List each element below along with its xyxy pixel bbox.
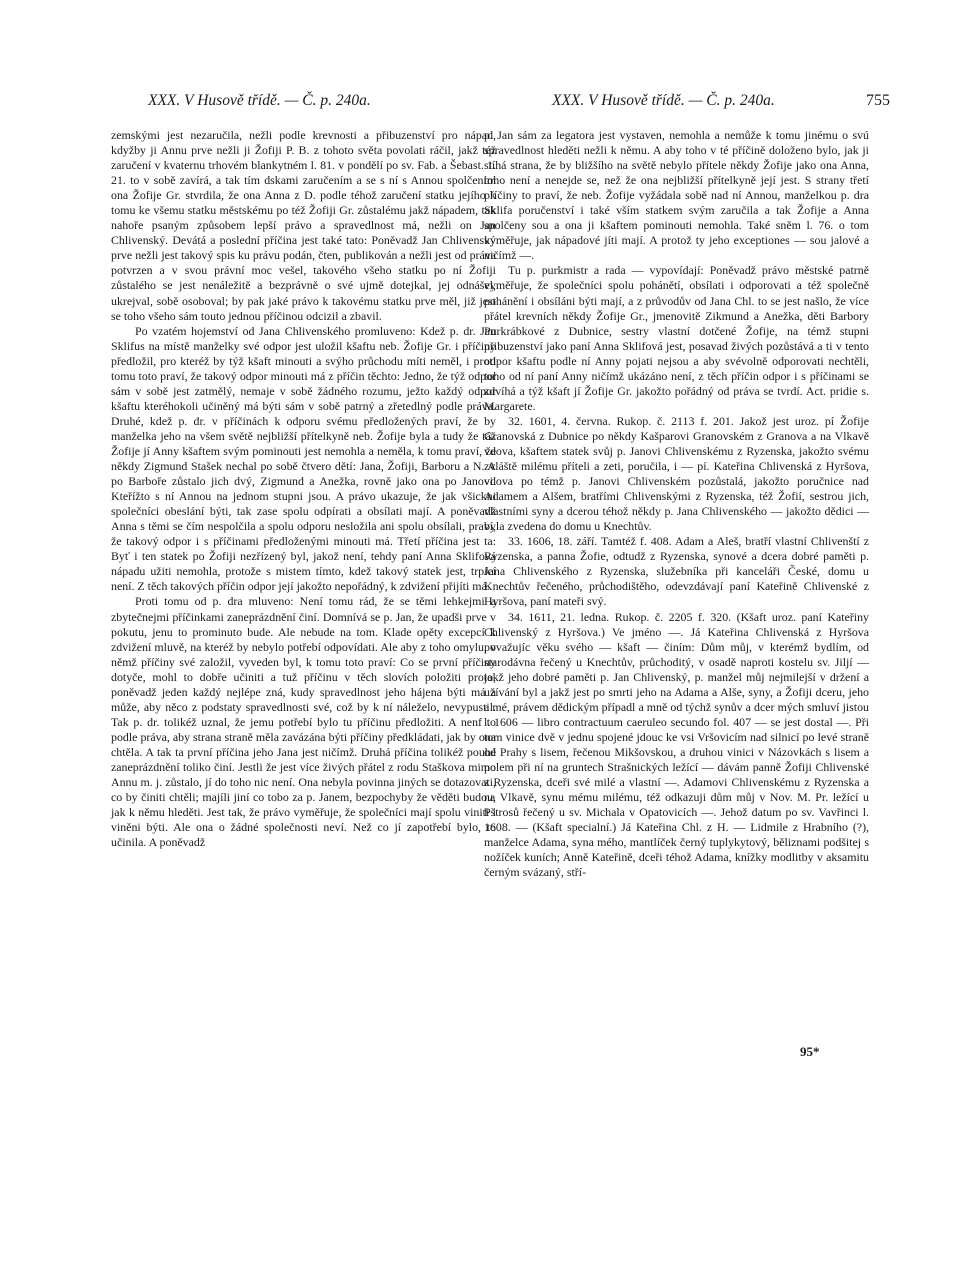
signature-mark: 95* bbox=[800, 1044, 820, 1059]
paragraph: 32. 1601, 4. června. Rukop. č. 2113 f. 201. Jakož jest uroz. pí Žofije Granovská z Dubnice po někdy Kašparovi Granovském z Granova a na Vlkavě vdova, kšaftem statek svůj p. Janovi Chlivenskému z Ryzenska, jakožto svému zvláště milému příteli a zeti, poručila, i — pí. Kateřina Chlivenská z Hyršova, vdova po témž p. Janovi Chlivenském pozůstalá, jakožto poručnice nad Adamem a Alšem, bratřími Chlivenskými z Ryzenska, též Žofií, sestrou jich, vlastními syny a dcerou téhož někdy p. Jana Chlivenského — jakožto dědici — byla zvedena do domu u Knechtův. bbox=[484, 413, 869, 534]
paragraph: Po vzatém hojemství od Jana Chlivenského promluveno: Kdež p. dr. Jan Sklifus na místě manželky své odpor jest uložil kšaftu neb. Žofije Gr. i příčiny předložil, pro kteréž by týž kšaft minouti a svýho průchodu míti neměl, i proti tomu toto praví, že takový odpor minouti má z příčin těchto: Jedno, že týž odpor sám v sobě jest zatmělý, nemaje v sobě žádného rozumu, ježto každý odpor kšaftu kteréhokoli učiněný má býti sám v sobě patrný a zřetedlný podle práva. Druhé, kdež p. dr. v příčinách k odporu svému předložených praví, že by manželka jeho na všem světě nejbližší přítelkyně neb. Žofije byla a tudy že táž Žofije jí Anny kšaftem svým pominouti jest nemohla a neměla, k tomu praví, že někdy Zigmund Stašek nechal po sobě čtvero dětí: Jana, Žofiji, Barboru a N. A po Barboře zůstalo jich dvý, Zigmund a Anežka, rovně jako ona po Janovi. Kteřížto s ní Annou na jednom stupni jsou. A právo ukazuje, že jak všickni společníci obeslání býti, tak zase spolu odpírati a obsílati mají. A poněvadž Anna s těmi se čím nespolčila a spolu odporu nesložila ani spolu obsílali, praví, že takový odpor i s příčinami předloženými minouti má. Třetí příčina jest ta: Byť i ten statek po Žofiji nezřízený byl, jakož není, tehdy paní Anna Sklifová nápadu užiti nemohla, protože s mistem tímto, kdež takový statek jest, trpící není. Z těch takových příčin odpor její jakožto nepořádný, k zdvižení přijíti má. bbox=[111, 323, 496, 594]
right-column bbox=[484, 128, 869, 880]
right-running-head: XXX. V Husově třídě. — Č. p. 240a. bbox=[552, 92, 775, 109]
left-column bbox=[111, 128, 496, 850]
paragraph: 34. 1611, 21. ledna. Rukop. č. 2205 f. 320. (Kšaft uroz. paní Kateřiny Chlivenský z Hyršova.) Ve jméno —. Já Kateřina Chlivenská z Hyršova považujíc věku svého — kšaft — činím: Dům můj, v kterémž bydlím, od starodávna řečený u Knechtův, průchoditý, v osadě naproti kostelu sv. Jiljí — jakž jeho dobré paměti p. Jan Chlivenský, p. manžel můj nejmilejší v držení a užívání byl a jakž jest po smrti jeho na Adama a Alše, syny, a Žofiji dceru, jeho a mé, právem dědickým případl a mně od týchž synův a dcer mých smluví jistou l. 1606 — libro contractuum caeruleo secundo fol. 407 — se jest dostal —. Při tom vinice dvě v jednu spojené jdouc ke vsi Vršovicím nad silnicí po levé straně od Prahy s lisem, řečenou Mikšovskou, a druhou vinici v Názovkách s lisem a polem při ní na gruntech Strašnických ležící — dávám panně Žofiji Chlivenské z Ryzenska, dceři své milé a vlastní —. Adamovi Chlivenskému z Ryzenska a na Vlkavě, synu mému milému, též odkazuji dům můj v Nov. M. Pr. ležící u Pštrosů řečený u sv. Michala v Opatovicích —. Jehož datum po sv. Vavřinci l. 1608. — (Kšaft specialní.) Já Kateřina Chl. z H. — Lidmile z Hrabního (?), manželce Adama, syna mého, mantlíček černý tuplykytový, běliznami podšitej s nožíček kuních; Anně Kateřině, dceři téhož Adama, knížky modlitby v aksamitu černým svázaný, stří- bbox=[484, 609, 869, 880]
paragraph: zemskými jest nezaručila, nežli podle krevnosti a přibuzenství pro nápad, kdyžby ji Annu prve nežli ji Žofiji P. B. z tohoto světa povolati ráčil, jakž též zaručení v kvaternu trhovém blankytném l. 81. v pondělí po sv. Fab. a Šebast. 1. 21. to v sobě zavírá, a tak tím dskami zaručením a se s ní s Annou spolčením ona Žofije Gr. stvrdila, že ona Anna z D. podle téhož zaručení statku jejího k tomu ke všemu statku městskému po též Žofiji Gr. zůstalému jakž nápadem, tak nahoře psaným způsobem lepší právo a spravedlnost má, nežli on Jan Chlivenský. Devátá a poslední příčina jest také tato: Poněvadž Jan Chlivenský prve nežli jest takový spis ku právu podán, čten, publikován a nežli jest od práva potvrzen a v svou právní moc vešel, takového všeho statku po ní Žofiji zůstalého se jest nenáležitě a bezprávně o své ujmě dotejkal, jej odnášel, ukrejval, sobě osoboval; by pak jaké právo k takovému statku prve měl, již jest se toho všeho sám touto jednou příčinou odcizil a zbavil. bbox=[111, 128, 496, 323]
paragraph: Tu p. purkmistr a rada — vypovídají: Poněvadž právo městské patrně vyměřuje, že společníci spolu pohánětí, obsílati i odporovati a též společně pohánění i obsíláni býti mají, a z průvodův od Jana Chl. to se jest našlo, že více přátel krevních někdy Žofije Gr., jmenovitě Zikmund a Anežka, děti Barbory Purkrábkové z Dubnice, sestry vlastní dotčené Žofije, na témž stupni přibuzenství jako paní Anna Sklifová jest, posavad živých pozůstává a ti v tento odpor kšaftu podle ní Anny pojati nejsou a aby svévolně odporovati nechtěli, toho od ní paní Anny ničímž ukázáno není, z těch příčin odpor i s příčinami se zdvíhá a týž kšaft jí Žofije Gr. jakožto pořádný od práva se tvrdí. Act. pridie s. Margarete. bbox=[484, 263, 869, 413]
page-number: 755 bbox=[866, 92, 890, 109]
paragraph: Proti tomu od p. dra mluveno: Není tomu rád, že se těmi lehkejmi a zbytečnejmi příčinkami zaneprázdnění činí. Domnívá se p. Jan, že upadši prve v pokutu, jenu to prominuto bude. Ale nebude na tom. Klade opěty excepcí k zdvižení mluvě, na kteréž by nebylo potřebí odpovídati. Ale aby z toho omylu, v němž příčiny své založil, vyveden byl, k tomu toto praví: Co se první příčiny dotyče, mohl to dobře učiniti a tuž příčinu v těch slovích položiti proto, poněvadž jeden každý nejlépe zná, kudy spravedlnost jeho hájena býti má a může, aby něco z podstaty spravedlnosti své, což by k ní náleželo, nevypustil. Tak p. dr. tolikéž uznal, že jemu potřebí bylo tu příčinu předložiti. A nenf to podle práva, aby strana straně měla zavázána býti příčiny předkládati, jak by ona chtěla. A tak ta první příčina jeho Jana jest ničímž. Druhá příčina tolikéž pouhé zaneprázdnění toliko činí. Jestli že jest více živých přátel z rodu Staškova mimo Annu m. j. zůstalo, jí do toho nic není. Ona nebyla povinna jiných se dotazovati, co by činiti chtěli; majíli jiní co tobo za p. Janem, bezpochyby že věděti budou, jak k němu hleděti. Jest tak, že právo vyměřuje, že společníci mají spolu viniti i viněni býti. Ale ona o žádné společnosti neví. Než co jí zapotřebí bylo, to učinila. A poněvadž bbox=[111, 594, 496, 850]
paragraph: p. Jan sám za legatora jest vystaven, nemohla a nemůže k tomu jinému o svú spravedlnost hleděti nežli k němu. A aby toho v té příčině doloženo bylo, jak ji stíhá strana, že by bližšího na světě nebylo přítele někdy Žofije jako ona Anna, toho není a nenejde se, než že ona nejbližší přítelkyně její jest. S strany třetí příčiny to praví, že neb. Žofije vyžádala sobě nad ní Annou, manželkou p. dra Sklifa poručenství i také vším statkem svým zaručila a tak Žofije a Anna spolčeny sou a ona ji kšaftem pominouti nemohla. Také sněm l. 76. o tom vyměřuje, jak nápadové jíti mají. A protož ty jeho exceptiones — sou jalové a ničímž —. bbox=[484, 128, 869, 263]
paragraph: 33. 1606, 18. září. Tamtéž f. 408. Adam a Aleš, bratří vlastní Chlivenští z Ryzenska, a panna Žofie, odtudž z Ryzenska, synové a dcera dobré paměti p. Jana Chlivenského z Ryzenska, služebníka při kanceláři České, domu u Knechtův řečeného, průchodištěho, odevzdávají paní Kateřině Chlivenské z Hyršova, paní mateři svý. bbox=[484, 534, 869, 609]
left-running-head: XXX. V Husově třídě. — Č. p. 240a. bbox=[148, 92, 371, 109]
running-header bbox=[90, 92, 890, 116]
